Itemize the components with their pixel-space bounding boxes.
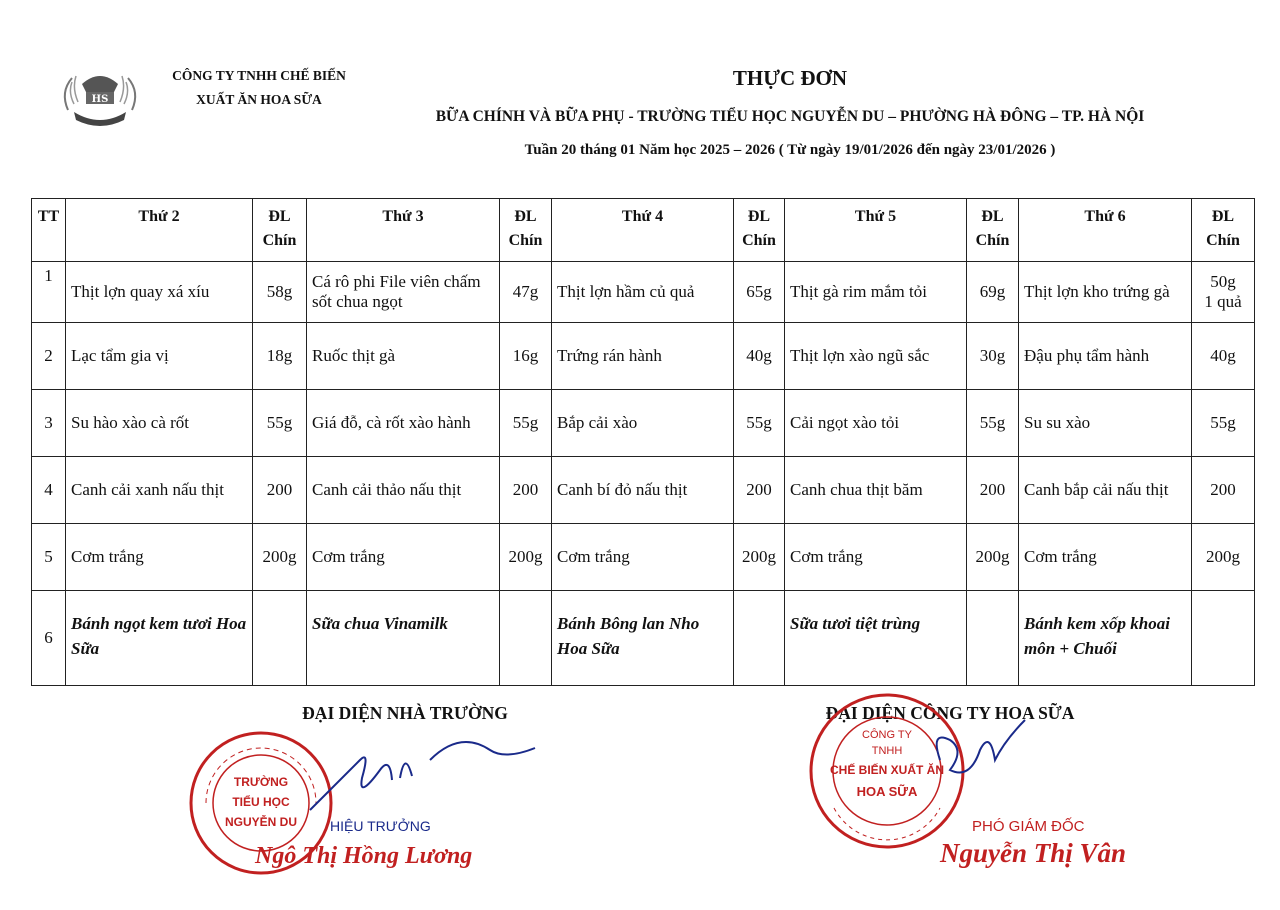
qty-cell: 47g bbox=[500, 262, 552, 323]
dish-cell: Canh bí đỏ nấu thịt bbox=[552, 457, 734, 524]
svg-text:TIỂU HỌC: TIỂU HỌC bbox=[232, 795, 290, 809]
table-row bbox=[32, 524, 1255, 591]
dish-cell: Cơm trắng bbox=[66, 524, 253, 591]
page-title: THỰC ĐƠN bbox=[732, 66, 848, 90]
dish-cell: Trứng rán hành bbox=[552, 323, 734, 390]
qty-cell: 200 bbox=[253, 457, 307, 524]
row-number: 2 bbox=[32, 323, 66, 390]
qty-cell: 16g bbox=[500, 323, 552, 390]
vice-director-name: Nguyễn Thị Vân bbox=[940, 838, 1127, 868]
table-row bbox=[32, 390, 1255, 457]
qty-cell: 200g bbox=[253, 524, 307, 591]
company-representative-heading: ĐẠI DIỆN CÔNG TY HOA SỮA bbox=[825, 703, 1075, 723]
qty-cell: 58g bbox=[253, 262, 307, 323]
snack-cell: Bánh ngọt kem tươi Hoa Sữa bbox=[66, 591, 253, 686]
header-dl: ĐL Chín bbox=[500, 199, 552, 262]
qty-cell: 200g bbox=[967, 524, 1019, 591]
svg-text:TRƯỜNG: TRƯỜNG bbox=[233, 775, 289, 789]
vice-director-title: PHÓ GIÁM ĐỐC bbox=[972, 818, 1085, 835]
qty-cell: 55g bbox=[734, 390, 785, 457]
dish-cell: Thịt lợn xào ngũ sắc bbox=[785, 323, 967, 390]
qty-cell: 30g bbox=[967, 323, 1019, 390]
principal-title: HIỆU TRƯỞNG bbox=[330, 818, 431, 834]
qty-cell bbox=[734, 591, 785, 686]
qty-cell: 40g bbox=[734, 323, 785, 390]
snack-cell: Bánh Bông lan Nho Hoa Sữa bbox=[552, 591, 734, 686]
qty-cell: 200g bbox=[1192, 524, 1255, 591]
dish-cell: Thịt lợn hầm củ quả bbox=[552, 262, 734, 323]
qty-cell bbox=[967, 591, 1019, 686]
header-dl: ĐL Chín bbox=[734, 199, 785, 262]
qty-cell: 65g bbox=[734, 262, 785, 323]
dish-cell: Giá đỗ, cà rốt xào hành bbox=[307, 390, 500, 457]
snack-cell: Sữa tươi tiệt trùng bbox=[785, 591, 967, 686]
company-name: CÔNG TY TNHH CHẾ BIẾN XUẤT ĂN HOA SỮA bbox=[172, 68, 346, 107]
dish-cell: Cơm trắng bbox=[1019, 524, 1192, 591]
row-number: 3 bbox=[32, 390, 66, 457]
dish-cell: Su su xào bbox=[1019, 390, 1192, 457]
header-tt: TT bbox=[32, 199, 66, 262]
qty-cell: 200 bbox=[734, 457, 785, 524]
row-number: 4 bbox=[32, 457, 66, 524]
row-number: 6 bbox=[32, 591, 66, 686]
header-day: Thứ 4 bbox=[552, 199, 734, 262]
page-subtitle: BỮA CHÍNH VÀ BỮA PHỤ - TRƯỜNG TIỂU HỌC NGUYỄN DU – PHƯỜNG HÀ ĐÔNG – TP. HÀ NỘI bbox=[435, 108, 1145, 125]
svg-text:HS: HS bbox=[91, 94, 109, 105]
dish-cell: Bắp cải xào bbox=[552, 390, 734, 457]
svg-text:TNHH: TNHH bbox=[871, 745, 903, 757]
header-day: Thứ 5 bbox=[785, 199, 967, 262]
qty-cell bbox=[1192, 591, 1255, 686]
principal-signature-icon bbox=[300, 720, 540, 820]
school-representative-heading: ĐẠI DIỆN NHÀ TRƯỜNG bbox=[302, 703, 508, 723]
table-row bbox=[32, 591, 1255, 686]
dish-cell: Đậu phụ tẩm hành bbox=[1019, 323, 1192, 390]
qty-cell: 55g bbox=[253, 390, 307, 457]
qty-cell: 18g bbox=[253, 323, 307, 390]
dish-cell: Canh cải thảo nấu thịt bbox=[307, 457, 500, 524]
header-dl: ĐL Chín bbox=[967, 199, 1019, 262]
week-range: Tuần 20 tháng 01 Năm học 2025 – 2026 ( Từ ngày 19/01/2026 đến ngày 23/01/2026 ) bbox=[524, 142, 1056, 158]
qty-cell: 200g bbox=[734, 524, 785, 591]
table-row bbox=[32, 457, 1255, 524]
table-row bbox=[32, 262, 1255, 323]
svg-text:NGUYỄN DU: NGUYỄN DU bbox=[224, 815, 298, 829]
dish-cell: Cải ngọt xào tỏi bbox=[785, 390, 967, 457]
qty-cell bbox=[253, 591, 307, 686]
dish-cell: Canh chua thịt băm bbox=[785, 457, 967, 524]
dish-cell: Canh bắp cải nấu thịt bbox=[1019, 457, 1192, 524]
dish-cell: Cơm trắng bbox=[785, 524, 967, 591]
qty-cell: 40g bbox=[1192, 323, 1255, 390]
row-number: 5 bbox=[32, 524, 66, 591]
table-row bbox=[32, 323, 1255, 390]
dish-cell: Thịt gà rim mắm tỏi bbox=[785, 262, 967, 323]
qty-cell: 200 bbox=[500, 457, 552, 524]
qty-cell bbox=[500, 591, 552, 686]
header-dl: ĐL Chín bbox=[1192, 199, 1255, 262]
header-day: Thứ 2 bbox=[66, 199, 253, 262]
dish-cell: Cá rô phi File viên chấm sốt chua ngọt bbox=[307, 262, 500, 323]
dish-cell: Lạc tẩm gia vị bbox=[66, 323, 253, 390]
company-logo-icon bbox=[54, 62, 146, 132]
qty-cell: 69g bbox=[967, 262, 1019, 323]
header-dl: ĐL Chín bbox=[253, 199, 307, 262]
svg-text:HOA SỮA: HOA SỮA bbox=[856, 784, 918, 799]
svg-text:CHẾ BIẾN XUẤT ĂN: CHẾ BIẾN XUẤT ĂN bbox=[829, 763, 945, 777]
qty-cell: 200 bbox=[1192, 457, 1255, 524]
principal-name: Ngô Thị Hồng Lương bbox=[255, 843, 473, 869]
svg-text:CÔNG TY: CÔNG TY bbox=[862, 729, 912, 741]
snack-cell: Sữa chua Vinamilk bbox=[307, 591, 500, 686]
dish-cell: Canh cải xanh nấu thịt bbox=[66, 457, 253, 524]
snack-cell: Bánh kem xốp khoai môn + Chuối bbox=[1019, 591, 1192, 686]
qty-cell: 50g 1 quả bbox=[1192, 262, 1255, 323]
header-day: Thứ 6 bbox=[1019, 199, 1192, 262]
menu-table bbox=[31, 198, 1255, 686]
qty-cell: 55g bbox=[967, 390, 1019, 457]
qty-cell: 55g bbox=[500, 390, 552, 457]
header-day: Thứ 3 bbox=[307, 199, 500, 262]
dish-cell: Thịt lợn kho trứng gà bbox=[1019, 262, 1192, 323]
dish-cell: Ruốc thịt gà bbox=[307, 323, 500, 390]
qty-cell: 55g bbox=[1192, 390, 1255, 457]
vice-director-signature-icon bbox=[920, 710, 1030, 790]
dish-cell: Cơm trắng bbox=[552, 524, 734, 591]
dish-cell: Thịt lợn quay xá xíu bbox=[66, 262, 253, 323]
qty-cell: 200g bbox=[500, 524, 552, 591]
row-number: 1 bbox=[32, 262, 66, 323]
table-header-row bbox=[32, 199, 1255, 262]
dish-cell: Cơm trắng bbox=[307, 524, 500, 591]
qty-cell: 200 bbox=[967, 457, 1019, 524]
dish-cell: Su hào xào cà rốt bbox=[66, 390, 253, 457]
